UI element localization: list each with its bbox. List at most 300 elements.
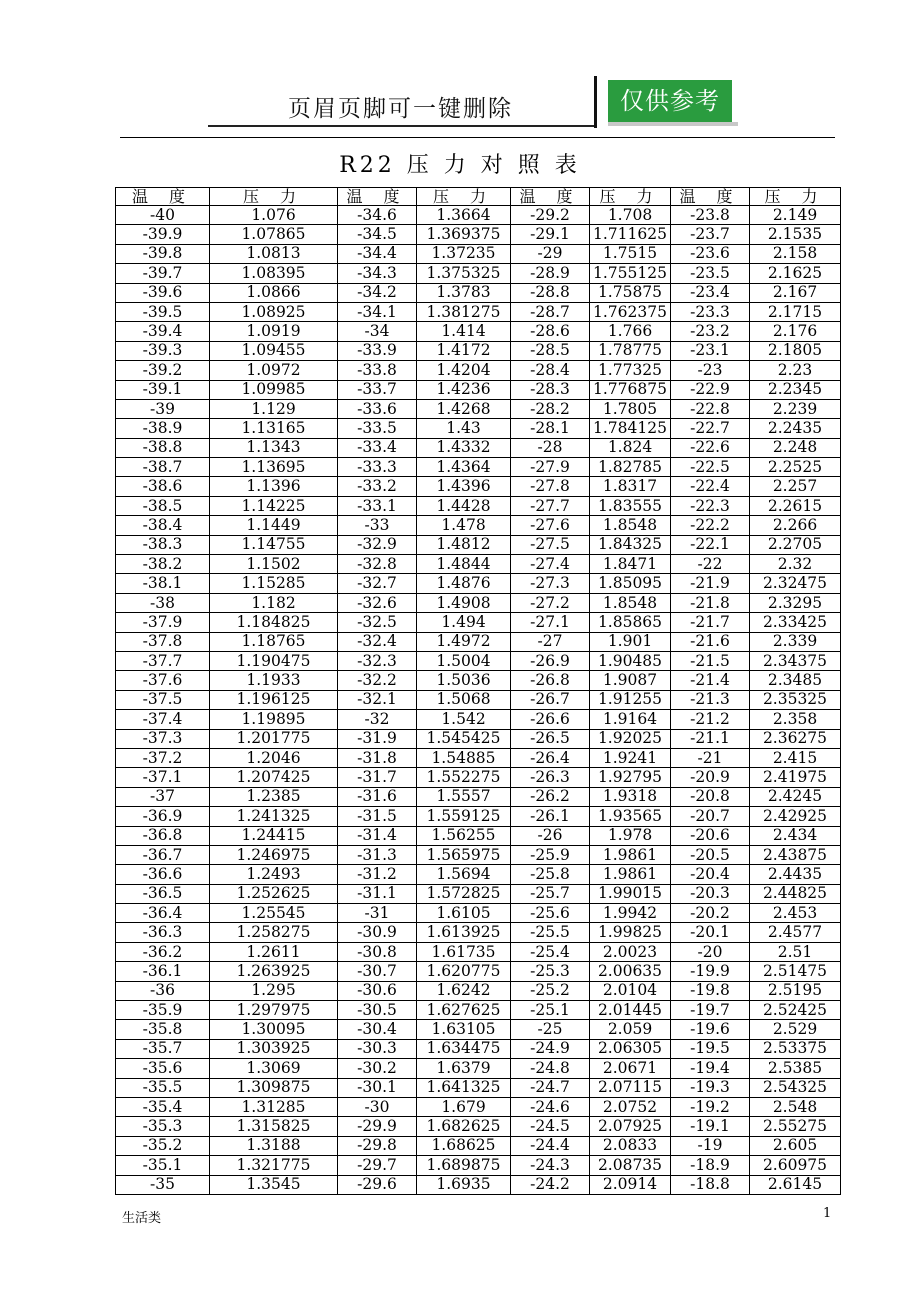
pressure-cell: 1.5004 <box>417 651 511 670</box>
pressure-cell: 1.4332 <box>417 438 511 457</box>
header-divider <box>594 76 597 128</box>
table-row <box>116 322 841 341</box>
table-row <box>116 651 841 670</box>
table-row <box>116 477 841 496</box>
pressure-cell: 1.381275 <box>417 302 511 321</box>
temperature-cell: -32.1 <box>338 690 417 709</box>
table-row <box>116 1001 841 1020</box>
table-row <box>116 1059 841 1078</box>
pressure-cell: 1.24415 <box>210 826 338 845</box>
temperature-cell: -29.1 <box>511 225 590 244</box>
pressure-cell: 1.708 <box>590 206 671 225</box>
temperature-cell: -37.4 <box>116 710 210 729</box>
temperature-cell: -35.7 <box>116 1039 210 1058</box>
temperature-cell: -27.5 <box>511 535 590 554</box>
table-row <box>116 613 841 632</box>
pressure-cell: 1.99825 <box>590 923 671 942</box>
header-pressure: 压 力 <box>750 188 841 206</box>
pressure-cell: 2.248 <box>750 438 841 457</box>
temperature-cell: -19.1 <box>671 1117 750 1136</box>
pressure-cell: 1.4844 <box>417 555 511 574</box>
table-row <box>116 1156 841 1175</box>
temperature-cell: -23.3 <box>671 302 750 321</box>
temperature-cell: -25.4 <box>511 942 590 961</box>
temperature-cell: -28.6 <box>511 322 590 341</box>
temperature-cell: -31.3 <box>338 845 417 864</box>
pressure-cell: 1.679 <box>417 1097 511 1116</box>
temperature-cell: -20 <box>671 942 750 961</box>
pressure-cell: 1.542 <box>417 710 511 729</box>
table-row <box>116 555 841 574</box>
temperature-cell: -22.1 <box>671 535 750 554</box>
temperature-cell: -21.1 <box>671 729 750 748</box>
temperature-cell: -30.5 <box>338 1001 417 1020</box>
pressure-cell: 1.2385 <box>210 787 338 806</box>
pressure-cell: 2.529 <box>750 1020 841 1039</box>
footer-category: 生活类 <box>122 1211 162 1226</box>
pressure-cell: 1.414 <box>417 322 511 341</box>
pressure-cell: 2.4245 <box>750 787 841 806</box>
temperature-cell: -27.8 <box>511 477 590 496</box>
temperature-cell: -28.7 <box>511 302 590 321</box>
pressure-cell: 1.8471 <box>590 555 671 574</box>
pressure-cell: 2.149 <box>750 206 841 225</box>
temperature-cell: -24.9 <box>511 1039 590 1058</box>
pressure-cell: 1.99015 <box>590 884 671 903</box>
temperature-cell: -34.6 <box>338 206 417 225</box>
temperature-cell: -26.9 <box>511 651 590 670</box>
temperature-cell: -35.9 <box>116 1001 210 1020</box>
temperature-cell: -30.2 <box>338 1059 417 1078</box>
temperature-cell: -39.1 <box>116 380 210 399</box>
pressure-cell: 1.0813 <box>210 244 338 263</box>
pressure-cell: 1.784125 <box>590 419 671 438</box>
pressure-cell: 2.44825 <box>750 884 841 903</box>
pressure-cell: 1.19895 <box>210 710 338 729</box>
temperature-cell: -39.3 <box>116 341 210 360</box>
pressure-cell: 1.4876 <box>417 574 511 593</box>
pressure-cell: 1.5036 <box>417 671 511 690</box>
pressure-cell: 1.321775 <box>210 1156 338 1175</box>
temperature-cell: -38.4 <box>116 516 210 535</box>
temperature-cell: -31.8 <box>338 748 417 767</box>
table-row <box>116 302 841 321</box>
temperature-cell: -35.2 <box>116 1136 210 1155</box>
temperature-cell: -38.8 <box>116 438 210 457</box>
temperature-cell: -34.4 <box>338 244 417 263</box>
temperature-cell: -27 <box>511 632 590 651</box>
temperature-cell: -39.2 <box>116 361 210 380</box>
temperature-cell: -35.3 <box>116 1117 210 1136</box>
temperature-cell: -27.9 <box>511 458 590 477</box>
temperature-cell: -37.6 <box>116 671 210 690</box>
temperature-cell: -23.8 <box>671 206 750 225</box>
temperature-cell: -32 <box>338 710 417 729</box>
temperature-cell: -28.9 <box>511 264 590 283</box>
table-row <box>116 748 841 767</box>
pressure-cell: 2.34375 <box>750 651 841 670</box>
pressure-cell: 2.4577 <box>750 923 841 942</box>
pressure-cell: 1.620775 <box>417 962 511 981</box>
pressure-cell: 1.2611 <box>210 942 338 961</box>
pressure-cell: 1.43 <box>417 419 511 438</box>
temperature-cell: -28.1 <box>511 419 590 438</box>
pressure-cell: 2.548 <box>750 1097 841 1116</box>
pressure-cell: 2.42925 <box>750 807 841 826</box>
table-row <box>116 283 841 302</box>
pressure-cell: 2.33425 <box>750 613 841 632</box>
temperature-cell: -38.2 <box>116 555 210 574</box>
pressure-cell: 2.3485 <box>750 671 841 690</box>
header-temperature: 温 度 <box>338 188 417 206</box>
pressure-cell: 1.565975 <box>417 845 511 864</box>
pressure-cell: 1.8548 <box>590 593 671 612</box>
temperature-cell: -26.7 <box>511 690 590 709</box>
pressure-cell: 1.2046 <box>210 748 338 767</box>
pressure-cell: 2.41975 <box>750 768 841 787</box>
pressure-cell: 2.0833 <box>590 1136 671 1155</box>
pressure-cell: 1.478 <box>417 516 511 535</box>
temperature-cell: -25.5 <box>511 923 590 942</box>
temperature-cell: -37.2 <box>116 748 210 767</box>
pressure-cell: 1.68625 <box>417 1136 511 1155</box>
pressure-cell: 1.09985 <box>210 380 338 399</box>
temperature-cell: -24.4 <box>511 1136 590 1155</box>
pressure-cell: 1.4972 <box>417 632 511 651</box>
pressure-cell: 2.36275 <box>750 729 841 748</box>
pressure-cell: 1.9318 <box>590 787 671 806</box>
temperature-cell: -38.3 <box>116 535 210 554</box>
pressure-cell: 2.4435 <box>750 865 841 884</box>
temperature-cell: -19.7 <box>671 1001 750 1020</box>
temperature-cell: -19.2 <box>671 1097 750 1116</box>
temperature-cell: -31.2 <box>338 865 417 884</box>
pressure-cell: 2.55275 <box>750 1117 841 1136</box>
temperature-cell: -39.5 <box>116 302 210 321</box>
pressure-cell: 1.4204 <box>417 361 511 380</box>
temperature-cell: -32.8 <box>338 555 417 574</box>
pressure-cell: 1.9942 <box>590 904 671 923</box>
temperature-cell: -30.6 <box>338 981 417 1000</box>
pressure-cell: 1.9861 <box>590 845 671 864</box>
document-title: R22 压 力 对 照 表 <box>339 153 581 178</box>
temperature-cell: -29.7 <box>338 1156 417 1175</box>
table-row <box>116 399 841 418</box>
pressure-cell: 1.14755 <box>210 535 338 554</box>
pressure-cell: 1.241325 <box>210 807 338 826</box>
temperature-cell: -22.6 <box>671 438 750 457</box>
pressure-cell: 1.613925 <box>417 923 511 942</box>
pressure-cell: 2.239 <box>750 399 841 418</box>
table-row <box>116 419 841 438</box>
pressure-cell: 1.78775 <box>590 341 671 360</box>
temperature-cell: -20.4 <box>671 865 750 884</box>
table-row <box>116 904 841 923</box>
pressure-cell: 2.1625 <box>750 264 841 283</box>
temperature-cell: -32.9 <box>338 535 417 554</box>
pressure-cell: 1.375325 <box>417 264 511 283</box>
temperature-cell: -25.7 <box>511 884 590 903</box>
pressure-cell: 2.53375 <box>750 1039 841 1058</box>
temperature-cell: -22.2 <box>671 516 750 535</box>
temperature-cell: -23 <box>671 361 750 380</box>
header-temperature: 温 度 <box>511 188 590 206</box>
pressure-cell: 1.0866 <box>210 283 338 302</box>
pressure-cell: 1.4812 <box>417 535 511 554</box>
temperature-cell: -22.9 <box>671 380 750 399</box>
temperature-cell: -33.7 <box>338 380 417 399</box>
temperature-cell: -20.1 <box>671 923 750 942</box>
pressure-cell: 2.059 <box>590 1020 671 1039</box>
temperature-cell: -37.7 <box>116 651 210 670</box>
pressure-cell: 1.91255 <box>590 690 671 709</box>
table-row <box>116 632 841 651</box>
pressure-cell: 1.92025 <box>590 729 671 748</box>
pressure-cell: 2.1715 <box>750 302 841 321</box>
pressure-cell: 1.85095 <box>590 574 671 593</box>
temperature-cell: -36.6 <box>116 865 210 884</box>
pressure-cell: 1.7515 <box>590 244 671 263</box>
pressure-cell: 1.85865 <box>590 613 671 632</box>
temperature-cell: -20.6 <box>671 826 750 845</box>
temperature-cell: -36.4 <box>116 904 210 923</box>
pressure-cell: 1.076 <box>210 206 338 225</box>
pressure-cell: 1.8548 <box>590 516 671 535</box>
pressure-cell: 1.13695 <box>210 458 338 477</box>
temperature-cell: -20.5 <box>671 845 750 864</box>
table-row <box>116 593 841 612</box>
temperature-cell: -38.5 <box>116 496 210 515</box>
temperature-cell: -36.7 <box>116 845 210 864</box>
temperature-cell: -28.8 <box>511 283 590 302</box>
temperature-cell: -26.6 <box>511 710 590 729</box>
temperature-cell: -19 <box>671 1136 750 1155</box>
temperature-cell: -34.2 <box>338 283 417 302</box>
pressure-cell: 2.167 <box>750 283 841 302</box>
temperature-cell: -38.6 <box>116 477 210 496</box>
temperature-cell: -37.9 <box>116 613 210 632</box>
pressure-cell: 1.63105 <box>417 1020 511 1039</box>
table-row <box>116 206 841 225</box>
temperature-cell: -30.4 <box>338 1020 417 1039</box>
temperature-cell: -30.3 <box>338 1039 417 1058</box>
temperature-cell: -29.9 <box>338 1117 417 1136</box>
pressure-cell: 2.54325 <box>750 1078 841 1097</box>
pressure-cell: 1.263925 <box>210 962 338 981</box>
pressure-cell: 1.755125 <box>590 264 671 283</box>
table-row <box>116 1078 841 1097</box>
table-row <box>116 826 841 845</box>
temperature-cell: -34.1 <box>338 302 417 321</box>
temperature-cell: -21.5 <box>671 651 750 670</box>
table-row <box>116 361 841 380</box>
pressure-cell: 1.978 <box>590 826 671 845</box>
pressure-cell: 1.08925 <box>210 302 338 321</box>
pressure-cell: 1.84325 <box>590 535 671 554</box>
pressure-cell: 2.453 <box>750 904 841 923</box>
pressure-cell: 2.176 <box>750 322 841 341</box>
temperature-cell: -33.5 <box>338 419 417 438</box>
pressure-cell: 2.5385 <box>750 1059 841 1078</box>
temperature-cell: -26 <box>511 826 590 845</box>
temperature-cell: -28.2 <box>511 399 590 418</box>
temperature-cell: -25.8 <box>511 865 590 884</box>
temperature-cell: -26.8 <box>511 671 590 690</box>
temperature-cell: -22.8 <box>671 399 750 418</box>
temperature-cell: -23.1 <box>671 341 750 360</box>
pressure-cell: 2.0671 <box>590 1059 671 1078</box>
pressure-cell: 1.0919 <box>210 322 338 341</box>
pressure-cell: 1.634475 <box>417 1039 511 1058</box>
pressure-cell: 2.3295 <box>750 593 841 612</box>
table-row <box>116 787 841 806</box>
table-row <box>116 535 841 554</box>
pressure-cell: 1.3783 <box>417 283 511 302</box>
temperature-cell: -20.3 <box>671 884 750 903</box>
temperature-cell: -35.6 <box>116 1059 210 1078</box>
temperature-cell: -30.8 <box>338 942 417 961</box>
pressure-cell: 2.358 <box>750 710 841 729</box>
pressure-cell: 1.2493 <box>210 865 338 884</box>
pressure-cell: 1.6935 <box>417 1175 511 1194</box>
pressure-cell: 1.9087 <box>590 671 671 690</box>
temperature-cell: -39.6 <box>116 283 210 302</box>
table-row <box>116 380 841 399</box>
pressure-cell: 1.54885 <box>417 748 511 767</box>
temperature-cell: -24.2 <box>511 1175 590 1194</box>
temperature-cell: -33.9 <box>338 341 417 360</box>
pressure-cell: 1.552275 <box>417 768 511 787</box>
temperature-cell: -38 <box>116 593 210 612</box>
table-row <box>116 1117 841 1136</box>
pressure-cell: 1.4428 <box>417 496 511 515</box>
temperature-cell: -22.7 <box>671 419 750 438</box>
pressure-cell: 1.5694 <box>417 865 511 884</box>
temperature-cell: -26.1 <box>511 807 590 826</box>
temperature-cell: -27.3 <box>511 574 590 593</box>
temperature-cell: -36.9 <box>116 807 210 826</box>
table-row <box>116 671 841 690</box>
table-row <box>116 768 841 787</box>
temperature-cell: -32.7 <box>338 574 417 593</box>
pressure-cell: 1.13165 <box>210 419 338 438</box>
page-number: 1 <box>823 1206 832 1221</box>
temperature-cell: -33 <box>338 516 417 535</box>
reference-only-badge: 仅供参考 <box>608 80 732 122</box>
temperature-cell: -26.4 <box>511 748 590 767</box>
temperature-cell: -37.3 <box>116 729 210 748</box>
temperature-cell: -38.1 <box>116 574 210 593</box>
temperature-cell: -27.4 <box>511 555 590 574</box>
table-body <box>116 206 841 1195</box>
pressure-cell: 1.4236 <box>417 380 511 399</box>
pressure-cell: 1.901 <box>590 632 671 651</box>
temperature-cell: -27.1 <box>511 613 590 632</box>
pressure-cell: 1.6242 <box>417 981 511 1000</box>
table-row <box>116 341 841 360</box>
pressure-cell: 1.6105 <box>417 904 511 923</box>
pressure-cell: 1.1449 <box>210 516 338 535</box>
page-header <box>0 0 920 140</box>
pressure-cell: 2.257 <box>750 477 841 496</box>
table-row <box>116 942 841 961</box>
temperature-cell: -27.2 <box>511 593 590 612</box>
pressure-cell: 1.196125 <box>210 690 338 709</box>
pressure-cell: 1.559125 <box>417 807 511 826</box>
table-row <box>116 458 841 477</box>
pressure-cell: 2.07925 <box>590 1117 671 1136</box>
temperature-cell: -25.9 <box>511 845 590 864</box>
temperature-cell: -35.4 <box>116 1097 210 1116</box>
temperature-cell: -32.5 <box>338 613 417 632</box>
pressure-cell: 1.90485 <box>590 651 671 670</box>
pressure-cell: 2.2705 <box>750 535 841 554</box>
pressure-cell: 1.5068 <box>417 690 511 709</box>
pressure-cell: 1.31285 <box>210 1097 338 1116</box>
temperature-cell: -21.2 <box>671 710 750 729</box>
table-row <box>116 981 841 1000</box>
table-row <box>116 962 841 981</box>
pressure-cell: 1.641325 <box>417 1078 511 1097</box>
pressure-cell: 1.4908 <box>417 593 511 612</box>
pressure-cell: 1.1502 <box>210 555 338 574</box>
pressure-cell: 2.1805 <box>750 341 841 360</box>
temperature-cell: -34 <box>338 322 417 341</box>
temperature-cell: -38.9 <box>116 419 210 438</box>
temperature-cell: -39.9 <box>116 225 210 244</box>
pressure-cell: 2.52425 <box>750 1001 841 1020</box>
pressure-cell: 2.0104 <box>590 981 671 1000</box>
temperature-cell: -38.7 <box>116 458 210 477</box>
pressure-cell: 2.1535 <box>750 225 841 244</box>
temperature-cell: -19.8 <box>671 981 750 1000</box>
pressure-cell: 2.06305 <box>590 1039 671 1058</box>
badge-shadow <box>608 122 738 126</box>
table-row <box>116 865 841 884</box>
temperature-cell: -21.3 <box>671 690 750 709</box>
temperature-cell: -21.6 <box>671 632 750 651</box>
pressure-cell: 1.9861 <box>590 865 671 884</box>
pressure-cell: 1.129 <box>210 399 338 418</box>
pressure-cell: 1.14225 <box>210 496 338 515</box>
temperature-cell: -39.7 <box>116 264 210 283</box>
temperature-cell: -23.2 <box>671 322 750 341</box>
temperature-cell: -35 <box>116 1175 210 1194</box>
pressure-cell: 1.4396 <box>417 477 511 496</box>
pressure-cell: 1.303925 <box>210 1039 338 1058</box>
pressure-cell: 1.56255 <box>417 826 511 845</box>
pressure-cell: 1.572825 <box>417 884 511 903</box>
pressure-cell: 2.339 <box>750 632 841 651</box>
temperature-cell: -36.3 <box>116 923 210 942</box>
pressure-cell: 1.82785 <box>590 458 671 477</box>
temperature-cell: -33.3 <box>338 458 417 477</box>
table-row <box>116 729 841 748</box>
pressure-cell: 1.766 <box>590 322 671 341</box>
temperature-cell: -24.8 <box>511 1059 590 1078</box>
temperature-cell: -30.9 <box>338 923 417 942</box>
temperature-cell: -31.5 <box>338 807 417 826</box>
temperature-cell: -35.1 <box>116 1156 210 1175</box>
temperature-cell: -28.3 <box>511 380 590 399</box>
pressure-cell: 1.1343 <box>210 438 338 457</box>
pressure-cell: 2.2525 <box>750 458 841 477</box>
temperature-cell: -39.4 <box>116 322 210 341</box>
temperature-cell: -19.5 <box>671 1039 750 1058</box>
pressure-cell: 1.83555 <box>590 496 671 515</box>
pressure-cell: 2.51475 <box>750 962 841 981</box>
temperature-cell: -37.1 <box>116 768 210 787</box>
